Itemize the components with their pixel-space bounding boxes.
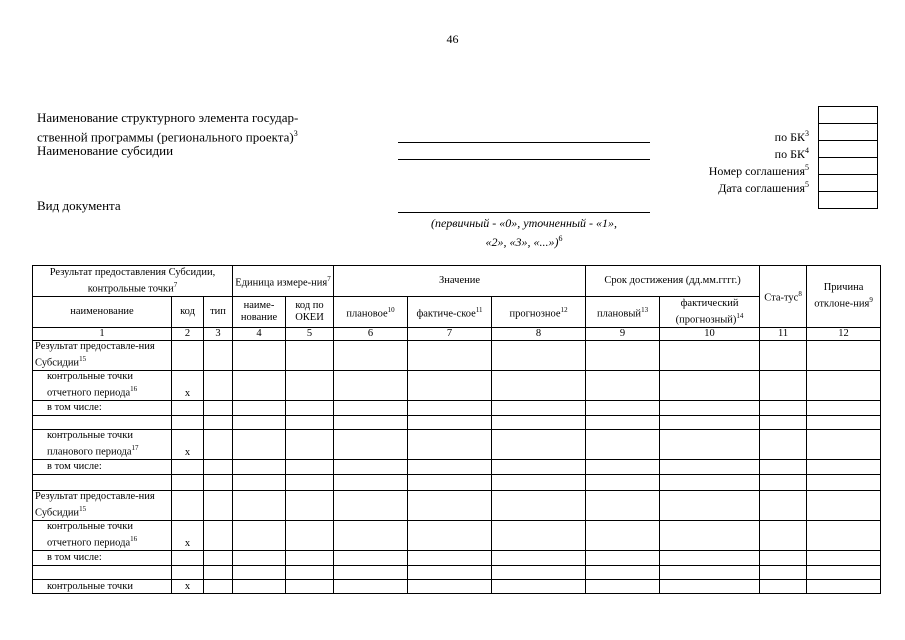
header-unit [233,266,334,297]
footnote-ref: 3 [805,129,809,138]
data-cell[interactable] [660,566,760,580]
data-cell[interactable] [286,430,334,460]
row-code [172,491,204,521]
doc-type-field[interactable] [398,212,650,213]
column-number: 5 [286,328,334,341]
table-row [33,341,881,371]
row-name: в том числе: [47,402,102,413]
data-cell[interactable] [286,475,334,491]
structural-element-line2: ственной программы (регионального проекта) [37,129,294,145]
data-cell[interactable] [660,475,760,491]
structural-element-field[interactable] [398,142,650,143]
data-cell[interactable] [760,416,807,430]
column-number: 2 [172,328,204,341]
footnote-ref: 12 [560,305,568,314]
row-name: в том числе: [47,461,102,472]
data-cell[interactable] [492,416,586,430]
table-row [33,401,881,416]
row-name-cell [33,521,172,551]
data-cell[interactable] [233,460,286,475]
row-name-cell [33,341,172,371]
data-cell[interactable] [204,491,233,521]
footnote-ref: 13 [641,305,649,314]
data-cell[interactable] [204,475,233,491]
data-cell[interactable] [408,580,492,594]
header-name: наименование [33,297,172,328]
data-cell[interactable] [408,551,492,566]
header-status [760,266,807,328]
data-cell[interactable] [760,341,807,371]
data-cell[interactable] [286,521,334,551]
data-cell[interactable] [660,521,760,551]
doc-type-label: Вид документа [37,198,121,213]
footnote-ref: 15 [79,355,87,364]
footnote-ref: 10 [387,305,395,314]
data-cell[interactable] [233,341,286,371]
header-status-text: Ста-тус [764,292,799,304]
data-cell[interactable] [334,371,408,401]
data-cell[interactable] [334,475,408,491]
data-cell[interactable] [492,491,586,521]
column-number: 9 [586,328,660,341]
bk-label-2-text: по БК [774,147,805,161]
header-okei: код по ОКЕИ [286,297,334,328]
data-cell[interactable] [334,460,408,475]
data-cell[interactable] [660,416,760,430]
table-row [33,430,881,460]
header-unit-text: Единица измере-ния [235,277,328,289]
column-number: 12 [807,328,881,341]
row-name-cell [33,491,172,521]
header-unit-name: наиме-нование [233,297,286,328]
row-code: x [172,521,204,551]
footnote-ref: 7 [327,274,331,283]
data-cell[interactable] [586,580,660,594]
data-cell[interactable] [408,371,492,401]
data-cell[interactable] [233,401,286,416]
table-row [33,566,881,580]
data-cell[interactable] [807,491,881,521]
data-cell[interactable] [660,460,760,475]
data-cell[interactable] [204,401,233,416]
data-cell[interactable] [408,521,492,551]
data-cell[interactable] [233,430,286,460]
data-cell[interactable] [204,460,233,475]
row-code [172,401,204,416]
data-cell[interactable] [660,580,760,594]
data-cell[interactable] [334,401,408,416]
data-cell[interactable] [233,371,286,401]
row-code [172,416,204,430]
row-name: контрольные точки отчетного периода [47,371,133,399]
data-cell[interactable] [760,475,807,491]
data-cell[interactable] [660,551,760,566]
code-cell-bk2[interactable] [819,141,877,158]
row-name: контрольные точки планового периода [47,430,133,458]
table-row [33,371,881,401]
footnote-ref: 6 [558,234,563,243]
data-cell[interactable] [660,401,760,416]
row-name: Результат предоставле-ния Субсидии [35,341,155,369]
data-cell[interactable] [586,430,660,460]
table-row [33,491,881,521]
footnote-ref: 14 [736,311,744,320]
doc-type-hint-line2: «2», «3», «...») [485,235,559,249]
results-table [32,265,881,594]
footnote-ref: 8 [798,290,802,299]
header-forecast [492,297,586,328]
data-cell[interactable] [660,430,760,460]
data-cell[interactable] [286,566,334,580]
data-cell[interactable] [492,580,586,594]
row-name-cell [33,580,172,594]
data-cell[interactable] [760,491,807,521]
footnote-ref: 9 [869,296,873,305]
footnote-ref: 5 [805,180,809,189]
data-cell[interactable] [586,475,660,491]
code-cell-doc-type[interactable] [819,192,877,209]
data-cell[interactable] [204,416,233,430]
header-reason-text: Причина отклоне-ния [814,282,870,310]
row-name-cell [33,430,172,460]
data-cell[interactable] [408,460,492,475]
data-cell[interactable] [233,551,286,566]
header-value: Значение [334,266,586,297]
data-cell[interactable] [807,401,881,416]
row-name-cell [33,416,172,430]
column-number: 6 [334,328,408,341]
table-row [33,580,881,594]
doc-type-hint-line1: (первичный - «0», уточненный - «1», [430,216,618,230]
table-row [33,521,881,551]
row-name: в том числе: [47,552,102,563]
row-code [172,566,204,580]
data-cell[interactable] [586,401,660,416]
row-name: контрольные точки [47,580,133,592]
data-cell[interactable] [660,491,760,521]
row-code: x [172,430,204,460]
data-cell[interactable] [334,416,408,430]
code-cell-header[interactable] [819,107,877,124]
data-cell[interactable] [204,341,233,371]
data-cell[interactable] [408,430,492,460]
column-number: 10 [660,328,760,341]
row-name-cell [33,401,172,416]
footnote-ref: 5 [805,163,809,172]
data-cell[interactable] [286,460,334,475]
data-cell[interactable] [408,491,492,521]
page-number: 46 [446,32,459,46]
header-fact-date [660,297,760,328]
data-cell[interactable] [334,491,408,521]
data-cell[interactable] [286,580,334,594]
row-code [172,460,204,475]
agreement-date-text: Дата соглашения [718,181,805,195]
row-name-cell [33,475,172,491]
data-cell[interactable] [204,551,233,566]
doc-type-hint [398,215,650,250]
data-cell[interactable] [807,460,881,475]
data-cell[interactable] [204,430,233,460]
data-cell[interactable] [233,475,286,491]
footnote-ref: 11 [475,305,483,314]
agreement-date-label [718,177,809,196]
data-cell[interactable] [286,551,334,566]
footnote-ref: 16 [130,535,138,544]
data-cell[interactable] [334,430,408,460]
data-cell[interactable] [204,566,233,580]
data-cell[interactable] [233,521,286,551]
data-cell[interactable] [334,580,408,594]
data-cell[interactable] [586,551,660,566]
data-cell[interactable] [492,475,586,491]
data-cell[interactable] [408,475,492,491]
header-fact-date-text: фактический (прогнозный) [675,297,739,326]
data-cell[interactable] [492,566,586,580]
data-cell[interactable] [760,566,807,580]
data-cell[interactable] [807,341,881,371]
row-name: контрольные точки отчетного периода [47,521,133,549]
row-code: x [172,371,204,401]
data-cell[interactable] [807,566,881,580]
data-cell[interactable] [233,416,286,430]
header-code: код [172,297,204,328]
column-number: 11 [760,328,807,341]
row-name-cell [33,371,172,401]
data-cell[interactable] [492,460,586,475]
code-box [818,106,878,209]
data-cell[interactable] [233,491,286,521]
data-cell[interactable] [760,460,807,475]
data-cell[interactable] [760,551,807,566]
row-name-cell [33,566,172,580]
column-number: 3 [204,328,233,341]
data-cell[interactable] [233,580,286,594]
footnote-ref: 15 [79,505,87,514]
data-cell[interactable] [492,551,586,566]
subsidy-name-field[interactable] [398,159,650,160]
data-cell[interactable] [492,371,586,401]
header-type: тип [204,297,233,328]
header-plan-date [586,297,660,328]
header-actual-text: фактиче-ское [416,308,476,320]
data-cell[interactable] [204,580,233,594]
data-cell[interactable] [586,460,660,475]
data-cell[interactable] [760,401,807,416]
header-forecast-text: прогнозное [509,308,561,320]
data-cell[interactable] [204,371,233,401]
data-cell[interactable] [586,566,660,580]
footnote-ref: 3 [293,129,298,138]
data-cell[interactable] [408,341,492,371]
data-cell[interactable] [586,416,660,430]
table-row [33,460,881,475]
code-cell-agreement-date[interactable] [819,175,877,192]
column-number: 8 [492,328,586,341]
structural-element-label [37,110,298,145]
data-cell[interactable] [492,341,586,371]
data-cell[interactable] [807,551,881,566]
data-cell[interactable] [660,371,760,401]
data-cell[interactable] [334,566,408,580]
data-cell[interactable] [760,430,807,460]
data-cell[interactable] [586,341,660,371]
header-reason [807,266,881,328]
row-code [172,475,204,491]
structural-element-line1: Наименование структурного элемента государ- [37,110,299,125]
data-cell[interactable] [807,416,881,430]
row-code [172,341,204,371]
data-cell[interactable] [286,341,334,371]
data-cell[interactable] [760,371,807,401]
data-cell[interactable] [807,521,881,551]
data-cell[interactable] [233,566,286,580]
column-number: 4 [233,328,286,341]
row-name-cell [33,551,172,566]
header-planned [334,297,408,328]
data-cell[interactable] [760,521,807,551]
data-cell[interactable] [586,491,660,521]
data-cell[interactable] [408,416,492,430]
bk-label-1-text: по БК [774,130,805,144]
subsidy-name-label: Наименование субсидии [37,143,174,158]
data-cell[interactable] [286,401,334,416]
data-cell[interactable] [334,341,408,371]
data-cell[interactable] [807,430,881,460]
agreement-number-text: Номер соглашения [708,164,805,178]
data-cell[interactable] [586,521,660,551]
data-cell[interactable] [408,566,492,580]
footnote-ref: 7 [173,280,178,289]
data-cell[interactable] [408,401,492,416]
data-cell[interactable] [286,371,334,401]
data-cell[interactable] [807,475,881,491]
column-number: 7 [408,328,492,341]
header-planned-text: плановое [346,308,388,320]
column-number: 1 [33,328,172,341]
data-cell[interactable] [807,371,881,401]
data-cell[interactable] [286,416,334,430]
code-cell-bk1[interactable] [819,124,877,141]
data-cell[interactable] [492,401,586,416]
data-cell[interactable] [334,551,408,566]
header-actual [408,297,492,328]
data-cell[interactable] [660,341,760,371]
row-name: Результат предоставле-ния Субсидии [35,491,155,519]
row-code [172,551,204,566]
header-result [33,266,233,297]
row-code: x [172,580,204,594]
data-cell[interactable] [492,521,586,551]
header-deadline: Срок достижения (дд.мм.гггг.) [586,266,760,297]
header-result-text: Результат предоставления Субсидии, контрольные точки [49,266,216,295]
footnote-ref: 16 [130,385,138,394]
table-row [33,475,881,491]
data-cell[interactable] [334,521,408,551]
data-cell[interactable] [286,491,334,521]
table-row [33,416,881,430]
data-cell[interactable] [492,430,586,460]
data-cell[interactable] [807,580,881,594]
data-cell[interactable] [586,371,660,401]
code-cell-agreement-number[interactable] [819,158,877,175]
footnote-ref: 17 [131,444,139,453]
table-row [33,551,881,566]
footnote-ref: 4 [805,146,809,155]
data-cell[interactable] [760,580,807,594]
data-cell[interactable] [204,521,233,551]
header-plan-date-text: плановый [597,308,642,320]
row-name-cell [33,460,172,475]
